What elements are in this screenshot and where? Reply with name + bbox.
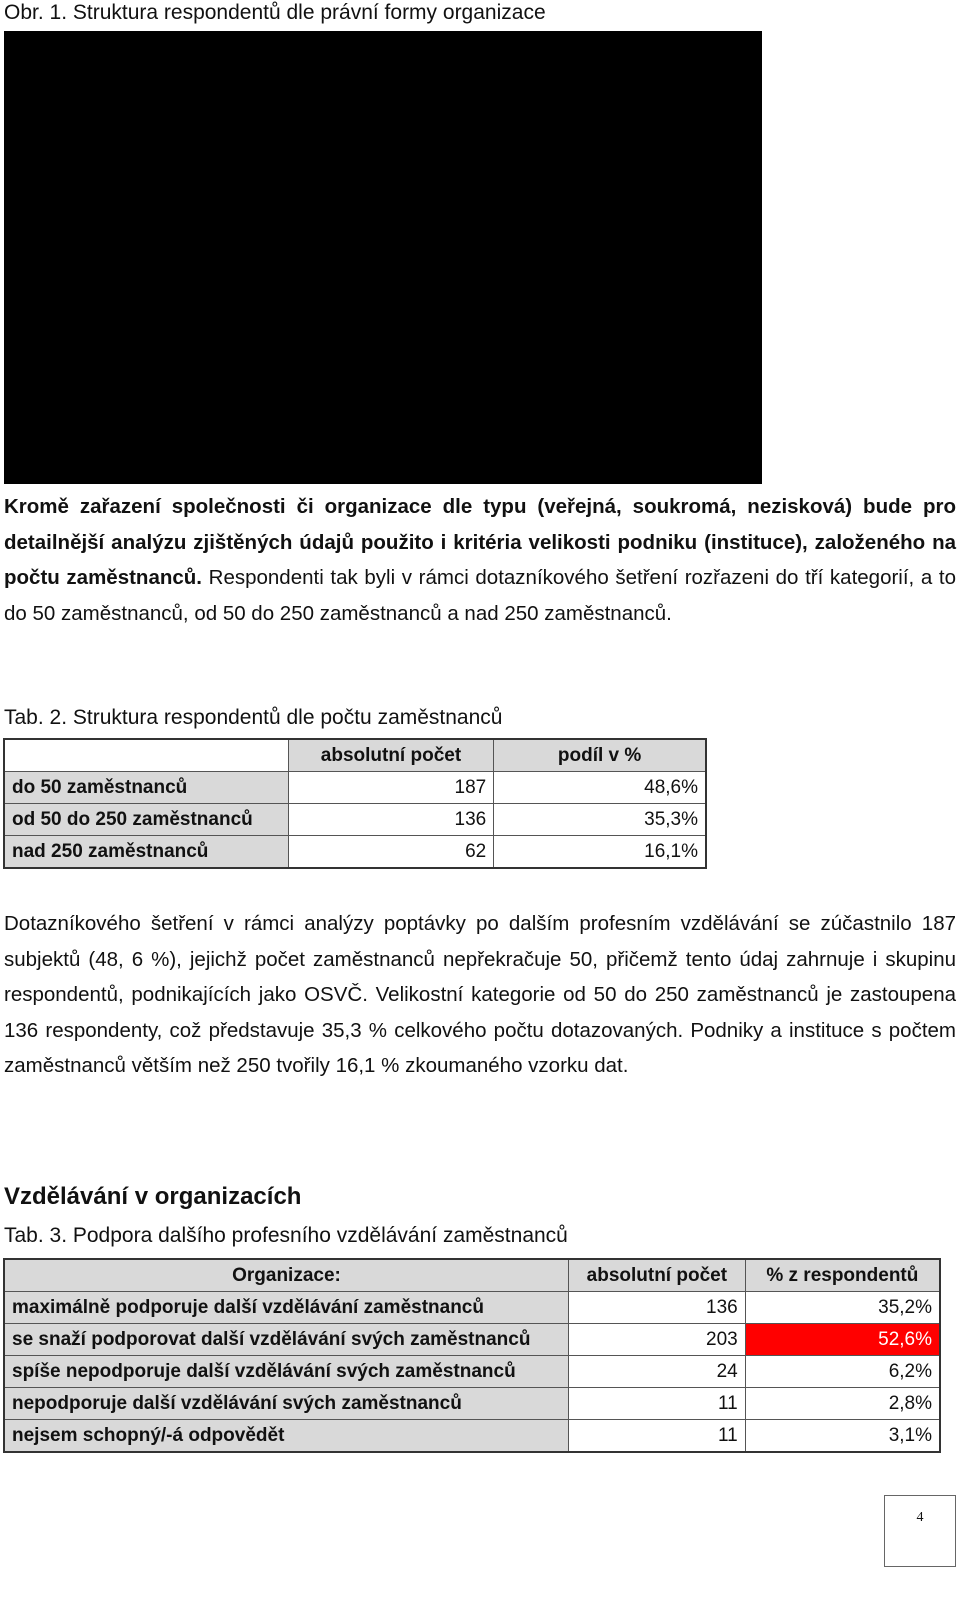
table2-row-count: 62: [288, 836, 493, 869]
table-row: [4, 772, 706, 804]
table3-header-organization: Organizace:: [4, 1259, 568, 1292]
table3-row-label: nejsem schopný/-á odpovědět: [4, 1420, 568, 1453]
figure-image-placeholder: [4, 31, 762, 484]
table3-row-count: 203: [568, 1324, 745, 1356]
table3-row-count: 11: [568, 1420, 745, 1453]
table2-header-row: [4, 739, 706, 772]
table2-row-share: 35,3%: [494, 804, 706, 836]
table2-row-count: 187: [288, 772, 493, 804]
table2-row-label: od 50 do 250 zaměstnanců: [4, 804, 288, 836]
paragraph-bold-part: Kromě zařazení společnosti či organizace dle typu (veřejná, soukromá, nezisková) bude pro detailnější analýzu zjištěných údajů použito i kritéria velikosti podniku (instituce), založeného na počtu zaměstnanců.: [4, 495, 956, 589]
table3-caption: Tab. 3. Podpora dalšího profesního vzdělávání zaměstnanců: [4, 1224, 568, 1247]
table3-header-share: % z respondentů: [745, 1259, 940, 1292]
table2-row-count: 136: [288, 804, 493, 836]
table-row: [4, 1420, 940, 1453]
paragraph-size-criteria: [4, 489, 956, 631]
table3-row-share: 3,1%: [745, 1420, 940, 1453]
section-heading: Vzdělávání v organizacích: [4, 1183, 302, 1210]
table3-row-share-highlighted: 52,6%: [745, 1324, 940, 1356]
table3-row-count: 11: [568, 1388, 745, 1420]
figure-caption: Obr. 1. Struktura respondentů dle právní formy organizace: [4, 1, 546, 24]
table3-row-count: 136: [568, 1292, 745, 1324]
table3-row-share: 35,2%: [745, 1292, 940, 1324]
table3-row-share: 6,2%: [745, 1356, 940, 1388]
table3-row-share: 2,8%: [745, 1388, 940, 1420]
table2-caption: Tab. 2. Struktura respondentů dle počtu zaměstnanců: [4, 706, 503, 729]
table3-header-row: [4, 1259, 940, 1292]
table2-empty-corner: [4, 739, 288, 772]
table-row: [4, 1324, 940, 1356]
page-number-box: [884, 1495, 956, 1567]
table-row: [4, 1388, 940, 1420]
table2-row-label: nad 250 zaměstnanců: [4, 836, 288, 869]
table3-row-count: 24: [568, 1356, 745, 1388]
table2-header-count: absolutní počet: [288, 739, 493, 772]
table2-row-share: 16,1%: [494, 836, 706, 869]
paragraph-normal-part: Respondenti tak byli v rámci dotazníkového šetření rozřazeni do tří kategorií, a to do 50 zaměstnanců, od 50 do 250 zaměstnanců a nad 250 zaměstnanců.: [4, 566, 957, 625]
table3-row-label: se snaží podporovat další vzdělávání svých zaměstnanců: [4, 1324, 568, 1356]
table-row: [4, 804, 706, 836]
table2-header-share: podíl v %: [494, 739, 706, 772]
paragraph-employee-analysis: Dotazníkového šetření v rámci analýzy poptávky po dalším profesním vzdělávání se zúčastnilo 187 subjektů (48, 6 %), jejichž počet zaměstnanců nepřekračuje 50, přičemž tento údaj zahrnuje i skupinu respondentů, podnikajících jako OSVČ. Velikostní kategorie od 50 do 250 zaměstnanců je zastoupena 136 respondenty, což představuje 35,3 % celkového počtu dotazovaných. Podniky a instituce s počtem zaměstnanců větším než 250 tvořily 16,1 % zkoumaného vzorku dat.: [4, 912, 956, 1077]
table3-row-label: maximálně podporuje další vzdělávání zaměstnanců: [4, 1292, 568, 1324]
page-number: 4: [916, 1510, 924, 1525]
table3-education-support: [3, 1258, 941, 1453]
table-row: [4, 1356, 940, 1388]
table2-row-label: do 50 zaměstnanců: [4, 772, 288, 804]
table-row: [4, 1292, 940, 1324]
table2-row-share: 48,6%: [494, 772, 706, 804]
table-row: [4, 836, 706, 869]
table2-employee-structure: [3, 738, 707, 869]
table3-row-label: nepodporuje další vzdělávání svých zaměstnanců: [4, 1388, 568, 1420]
table3-header-count: absolutní počet: [568, 1259, 745, 1292]
table3-row-label: spíše nepodporuje další vzdělávání svých zaměstnanců: [4, 1356, 568, 1388]
